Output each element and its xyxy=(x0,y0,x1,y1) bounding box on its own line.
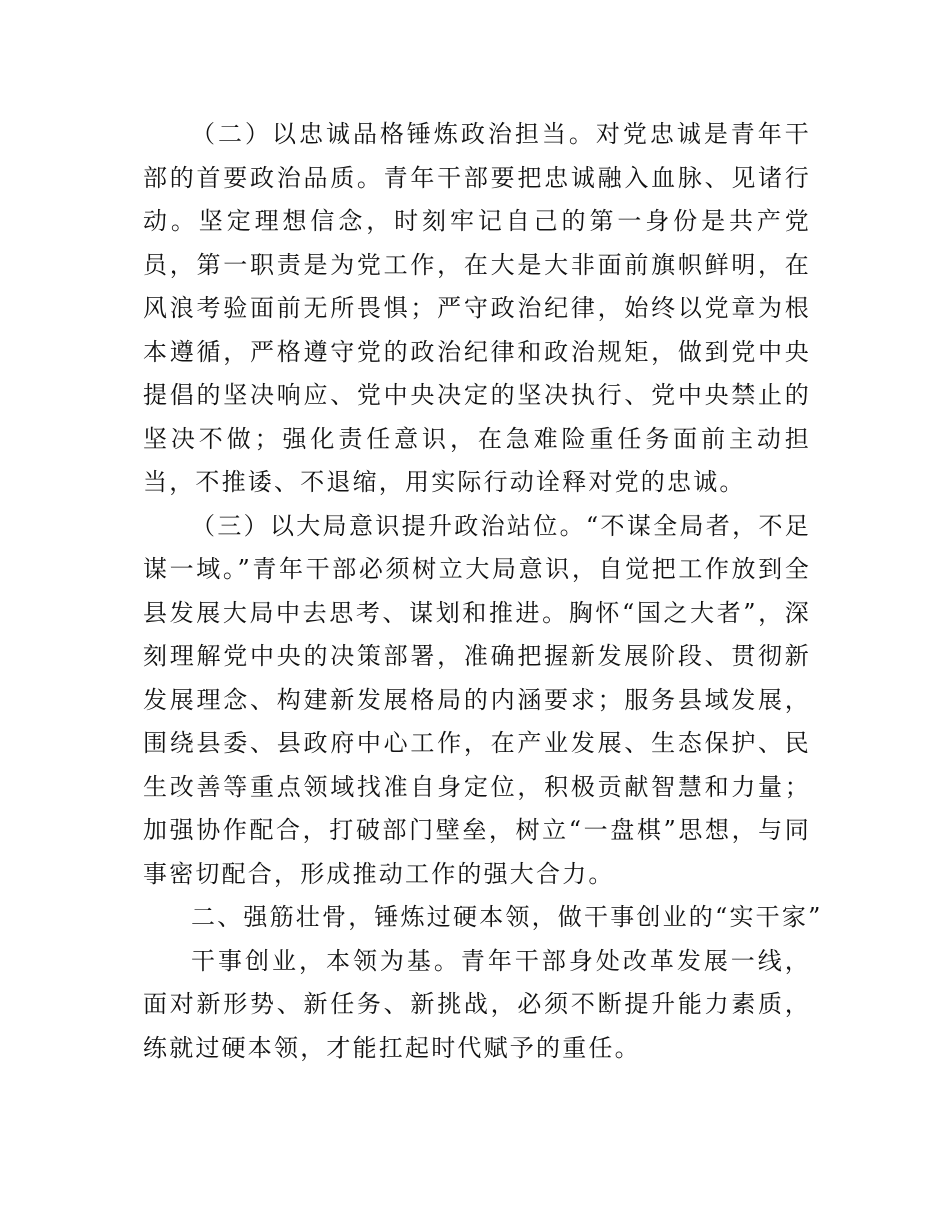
paragraph-loyalty: （二）以忠诚品格锤炼政治担当。对党忠诚是青年干部的首要政治品质。青年干部要把忠诚融入血脉、见诸行动。坚定理想信念，时刻牢记自己的第一身份是共产党员，第一职责是为党工作，在大是大非面前旗帜鲜明，在风浪考验面前无所畏惧；严守政治纪律，始终以党章为根本遵循，严格遵守党的政治纪律和政治规矩，做到党中央提倡的坚决响应、党中央决定的坚决执行、党中央禁止的坚决不做；强化责任意识，在急难险重任务面前主动担当，不推诿、不退缩，用实际行动诠释对党的忠诚。 xyxy=(143,120,811,496)
paragraph-capability: 干事创业，本领为基。青年干部身处改革发展一线，面对新形势、新任务、新挑战，必须不断提升能力素质，练就过硬本领，才能扛起时代赋予的重任。 xyxy=(143,946,811,1062)
paragraph-overall-situation: （三）以大局意识提升政治站位。“不谋全局者，不足谋一域。”青年干部必须树立大局意识，自觉把工作放到全县发展大局中去思考、谋划和推进。胸怀“国之大者”，深刻理解党中央的决策部署，准确把握新发展阶段、贯彻新发展理念、构建新发展格局的内涵要求；服务县域发展，围绕县委、县政府中心工作，在产业发展、生态保护、民生改善等重点领域找准自身定位，积极贡献智慧和力量；加强协作配合，打破部门壁垒，树立“一盘棋”思想，与同事密切配合，形成推动工作的强大合力。 xyxy=(143,511,811,888)
document-body xyxy=(143,113,823,1070)
section-heading: 二、强筋壮骨，锤炼过硬本领，做干事创业的“实干家” xyxy=(191,903,823,931)
